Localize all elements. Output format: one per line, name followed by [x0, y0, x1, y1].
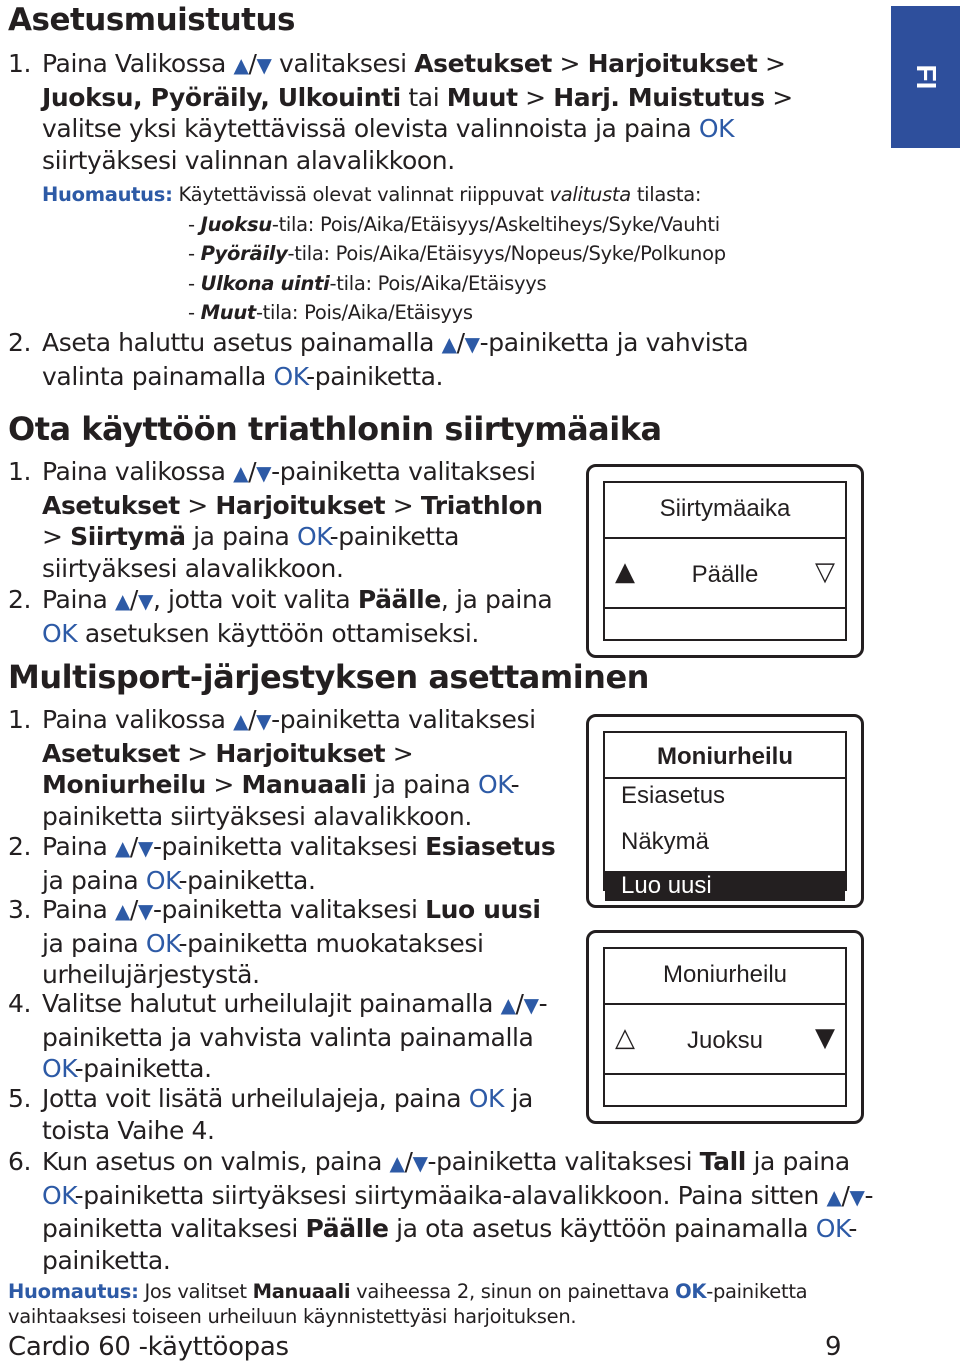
- down-arrow-icon: ▼: [412, 1151, 428, 1175]
- triathlon-step-2: 2. Paina ▲/▼, jotta voit valita Päälle, ja paina OK asetuksen käyttöön ottamiseksi.: [8, 585, 553, 648]
- ok-label: OK: [477, 770, 511, 799]
- note-mode-line: - Muut-tila: Pois/Aika/Etäisyys: [188, 301, 473, 324]
- divider: [605, 777, 845, 779]
- screen-title: Moniurheilu: [662, 961, 788, 988]
- ok-label: OK: [145, 865, 179, 895]
- footer-title: Cardio 60 -käyttöopas: [8, 1332, 289, 1362]
- device-screen-transition: [586, 464, 864, 658]
- menu-item-create-new[interactable]: Luo uusi: [605, 871, 845, 901]
- screen-title: Siirtymäaika: [659, 495, 791, 522]
- up-arrow-icon: ▲: [233, 53, 249, 77]
- language-tab: [891, 6, 960, 148]
- step-number: 1.: [8, 49, 32, 78]
- down-arrow-icon: ▼: [849, 1184, 865, 1209]
- up-arrow-icon: ▲: [233, 709, 249, 733]
- up-arrow-icon: ▲: [233, 461, 249, 485]
- multisport-step-4: 4. Valitse halutut urheilulajit painamalla ▲/▼-painiketta ja vahvista valinta painamalla OK-painiketta.: [8, 989, 548, 1083]
- multisport-step-6: 6. Kun asetus on valmis, paina ▲/▼-painiketta valitaksesi Tall ja paina OK-painiketta siirtyäksesi siirtymäaika-alavalikkoon. Paina sitten ▲/▼-painiketta valitaksesi Päälle ja ota asetus käyttöön painamalla OK-painiketta.: [8, 1147, 874, 1275]
- down-arrow-icon: ▼: [256, 53, 272, 77]
- up-arrow-icon: ▲: [826, 1184, 842, 1209]
- down-arrow-icon: ▼: [137, 899, 153, 923]
- multisport-note: Huomautus: Jos valitset Manuaali vaiheessa 2, sinun on painettava OK-painiketta vaihtaaksesi toiseen urheiluun käynnistettyäsi harjoituksen.: [8, 1280, 808, 1328]
- step-number: 3.: [8, 895, 32, 924]
- ok-label: OK: [815, 1214, 849, 1243]
- language-tab-label: FI: [910, 64, 942, 90]
- section-title-triathlon: Ota käyttöön triathlonin siirtymäaika: [8, 410, 662, 448]
- screen-frame: [603, 481, 847, 641]
- triathlon-step-1: 1. Paina valikossa ▲/▼-painiketta valitaksesi Asetukset > Harjoitukset > Triathlon > Siirtymä ja paina OK-painiketta siirtyäksesi alavalikkoon.: [8, 457, 543, 583]
- page-number: 9: [825, 1332, 842, 1362]
- device-screen-sport-select: [586, 930, 864, 1124]
- ok-label: OK: [675, 1280, 707, 1303]
- multisport-step-2: 2. Paina ▲/▼-painiketta valitaksesi Esiasetus ja paina OK-painiketta.: [8, 832, 556, 895]
- reminder-step-1: 1. Paina Valikossa ▲/▼ valitaksesi Asetukset > Harjoitukset > Juoksu, Pyöräily, Ulkouinti tai Muut > Harj. Muistutus > valitse yksi käytettävissä olevista valinnoista ja paina OK siirtyäksesi valinnan alavalikkoon.: [8, 49, 793, 175]
- screen-value: Päälle: [691, 561, 759, 588]
- menu-item-preset[interactable]: Esiasetus: [621, 782, 726, 809]
- down-arrow-icon: ▼: [137, 836, 153, 860]
- down-arrow-icon: ▼: [256, 709, 272, 733]
- step-number: 2.: [8, 328, 32, 357]
- ok-label: OK: [145, 928, 179, 958]
- step-number: 2.: [8, 832, 32, 861]
- up-arrow-icon: ▲: [389, 1151, 405, 1175]
- down-arrow-icon: ▼: [137, 589, 153, 613]
- divider: [605, 1073, 845, 1075]
- screen-title: Moniurheilu: [657, 743, 793, 770]
- divider: [605, 607, 845, 609]
- step-number: 1.: [8, 705, 32, 734]
- ok-label: OK: [42, 618, 78, 648]
- down-outline-arrow-icon: ▽: [815, 557, 835, 587]
- step-number: 4.: [8, 989, 32, 1018]
- multisport-step-5: 5. Jotta voit lisätä urheilulajeja, paina OK ja toista Vaihe 4.: [8, 1084, 533, 1145]
- up-arrow-icon: ▲: [615, 557, 635, 587]
- down-arrow-icon: ▼: [815, 1023, 835, 1053]
- menu-item-view[interactable]: Näkymä: [621, 828, 710, 855]
- step-number: 5.: [8, 1084, 32, 1113]
- up-arrow-icon: ▲: [114, 836, 130, 860]
- up-arrow-icon: ▲: [114, 589, 130, 613]
- ok-label: OK: [296, 522, 330, 551]
- screen-frame: [603, 731, 847, 899]
- note-mode-list: [42, 210, 862, 328]
- up-arrow-icon: ▲: [500, 993, 516, 1017]
- divider: [605, 537, 845, 539]
- section-title-reminder: Asetusmuistutus: [8, 2, 295, 38]
- down-arrow-icon: ▼: [464, 332, 480, 356]
- ok-label: OK: [468, 1084, 504, 1113]
- step-number: 2.: [8, 585, 32, 614]
- screen-frame: [603, 947, 847, 1107]
- multisport-step-1: 1. Paina valikossa ▲/▼-painiketta valitaksesi Asetukset > Harjoitukset > Moniurheilu > Manuaali ja paina OK-painiketta siirtyäksesi alavalikkoon.: [8, 705, 536, 831]
- note-mode-line: - Juoksu-tila: Pois/Aika/Etäisyys/Askeltiheys/Syke/Vauhti: [188, 212, 720, 236]
- down-arrow-icon: ▼: [256, 461, 272, 485]
- note-label: Huomautus:: [8, 1280, 139, 1303]
- device-screen-multisport-menu: [586, 714, 864, 908]
- up-arrow-icon: ▲: [114, 899, 130, 923]
- step-number: 6.: [8, 1147, 32, 1176]
- up-outline-arrow-icon: △: [615, 1023, 635, 1053]
- multisport-step-3: 3. Paina ▲/▼-painiketta valitaksesi Luo uusi ja paina OK-painiketta muokataksesi urheilujärjestystä.: [8, 895, 541, 989]
- step-number: 1.: [8, 457, 32, 486]
- reminder-note: Huomautus: Käytettävissä olevat valinnat riippuvat valitusta tilasta: - Juoksu-tila: Pois/Aika/Etäisyys/Askeltiheys/Syke/Vauhti - Pyöräily-tila: Pois/Aika/Etäisyys/Nopeus/Syke/Polkunop - Ulkona uinti-tila: Pois/Aika/Etäisyys - Muut-tila: Pois/Aika/Etäisyys: [42, 180, 862, 328]
- section-title-multisport: Multisport-järjestyksen asettaminen: [8, 658, 649, 696]
- ok-label: OK: [273, 361, 307, 391]
- screen-value: Juoksu: [686, 1027, 764, 1054]
- note-mode-line: - Pyöräily-tila: Pois/Aika/Etäisyys/Nopeus/Syke/Polkunop: [188, 242, 726, 265]
- divider: [605, 1003, 845, 1005]
- ok-label: OK: [698, 114, 735, 143]
- reminder-step-2: 2. Aseta haluttu asetus painamalla ▲/▼-painiketta ja vahvista valinta painamalla OK-painiketta.: [8, 328, 749, 391]
- down-arrow-icon: ▼: [523, 993, 539, 1017]
- up-arrow-icon: ▲: [441, 332, 457, 356]
- ok-label: OK: [42, 1054, 75, 1083]
- note-label: Huomautus:: [42, 183, 173, 206]
- note-mode-line: - Ulkona uinti-tila: Pois/Aika/Etäisyys: [188, 271, 547, 295]
- ok-label: OK: [42, 1180, 75, 1210]
